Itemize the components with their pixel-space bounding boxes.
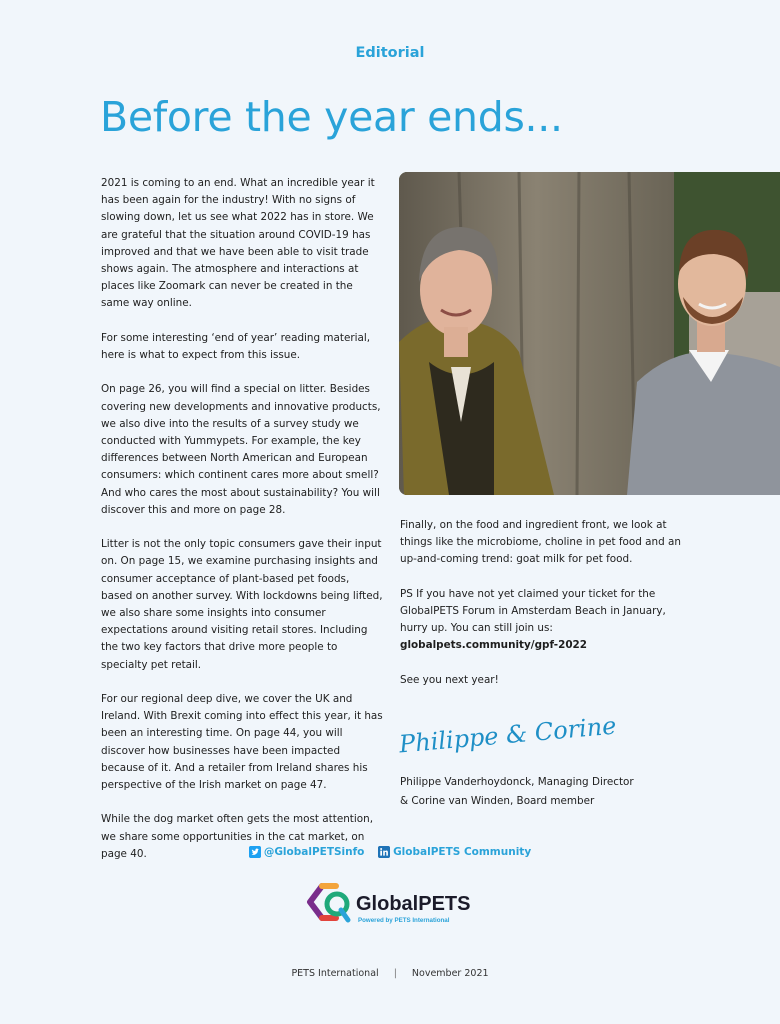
page-footer xyxy=(0,968,780,979)
paragraph-litter: On page 26, you will find a special on litter. Besides covering new developments and innovative products, we also dive into the results of a survey study we conducted with Yummypets. For example, the key differences between North American and European consumers: which continent cares more about smell? And who cares the most about sustainability? You will discover this and more on page 28. xyxy=(101,383,381,516)
globalpets-logo xyxy=(306,880,476,930)
logo-tagline: Powered by PETS International xyxy=(358,917,450,924)
social-links xyxy=(0,846,780,861)
paragraph-consumers: Litter is not the only topic consumers gave their input on. On page 15, we examine purchasing insights and consumer acceptance of plant-based pet foods, based on another survey. With lockdowns being lifted, we also share some insights into consumer expectations around visiting retail stores. Including the two key factors that drive more people to specialty pet retail. xyxy=(101,538,383,671)
twitter-link[interactable] xyxy=(249,846,365,858)
linkedin-icon xyxy=(378,846,390,858)
twitter-icon xyxy=(249,846,261,858)
globalpets-logo-mark xyxy=(310,886,348,920)
signoff xyxy=(400,773,700,811)
signature-text: Philippe & Corine xyxy=(397,711,618,758)
signature xyxy=(397,708,637,758)
paragraph-ps xyxy=(400,586,682,655)
twitter-handle: @GlobalPETSinfo xyxy=(263,846,365,858)
linkedin-name: GlobalPETS Community xyxy=(393,846,532,858)
linkedin-link[interactable] xyxy=(378,846,531,858)
logo-name: GlobalPETS xyxy=(356,893,471,915)
paragraph-reading-material: For some interesting ‘end of year’ reading material, here is what to expect from this issue. xyxy=(101,331,371,362)
paragraph-food-ingredients: Finally, on the food and ingredient front, we look at things like the microbiome, choline in pet food and an up-and-coming trend: goat milk for pet food. xyxy=(400,519,681,566)
paragraph-cat-market: While the dog market often gets the most attention, we share some opportunities in the cat market, on page 40. xyxy=(101,813,374,860)
paragraph-see-you: See you next year! xyxy=(400,673,499,686)
paragraph-intro: 2021 is coming to an end. What an incredible year it has been again for the industry! With no signs of slowing down, let us see what 2022 has in store. We are grateful that the situation around COVID-19 has improved and that we have been able to visit trade shows again. The atmosphere and interactions at places like Zoomark can never be created in the same way online. xyxy=(101,177,375,310)
footer-publication: PETS International xyxy=(291,968,379,979)
footer-separator: | xyxy=(393,968,397,979)
editors-photo-illustration xyxy=(399,172,780,495)
headline: Before the year ends... xyxy=(100,93,563,141)
footer-date: November 2021 xyxy=(411,968,489,979)
left-column xyxy=(101,175,383,880)
section-label: Editorial xyxy=(355,45,425,61)
signoff-line-1: Philippe Vanderhoydonck, Managing Director xyxy=(400,776,634,788)
editors-photo xyxy=(399,172,780,495)
paragraph-regional: For our regional deep dive, we cover the UK and Ireland. With Brexit coming into effect this year, it has been an interesting time. On page 44, you will discover how businesses have been impacted because of it. And a retailer from Ireland shares his perspective of the Irish market on page 47. xyxy=(101,693,383,792)
right-column xyxy=(400,517,682,706)
ps-text: PS If you have not yet claimed your ticket for the GlobalPETS Forum in Amsterdam Beach in January, hurry up. You can still join us: xyxy=(400,587,666,635)
forum-link[interactable]: globalpets.community/gpf-2022 xyxy=(400,639,588,652)
signoff-line-2: & Corine van Winden, Board member xyxy=(400,795,595,807)
